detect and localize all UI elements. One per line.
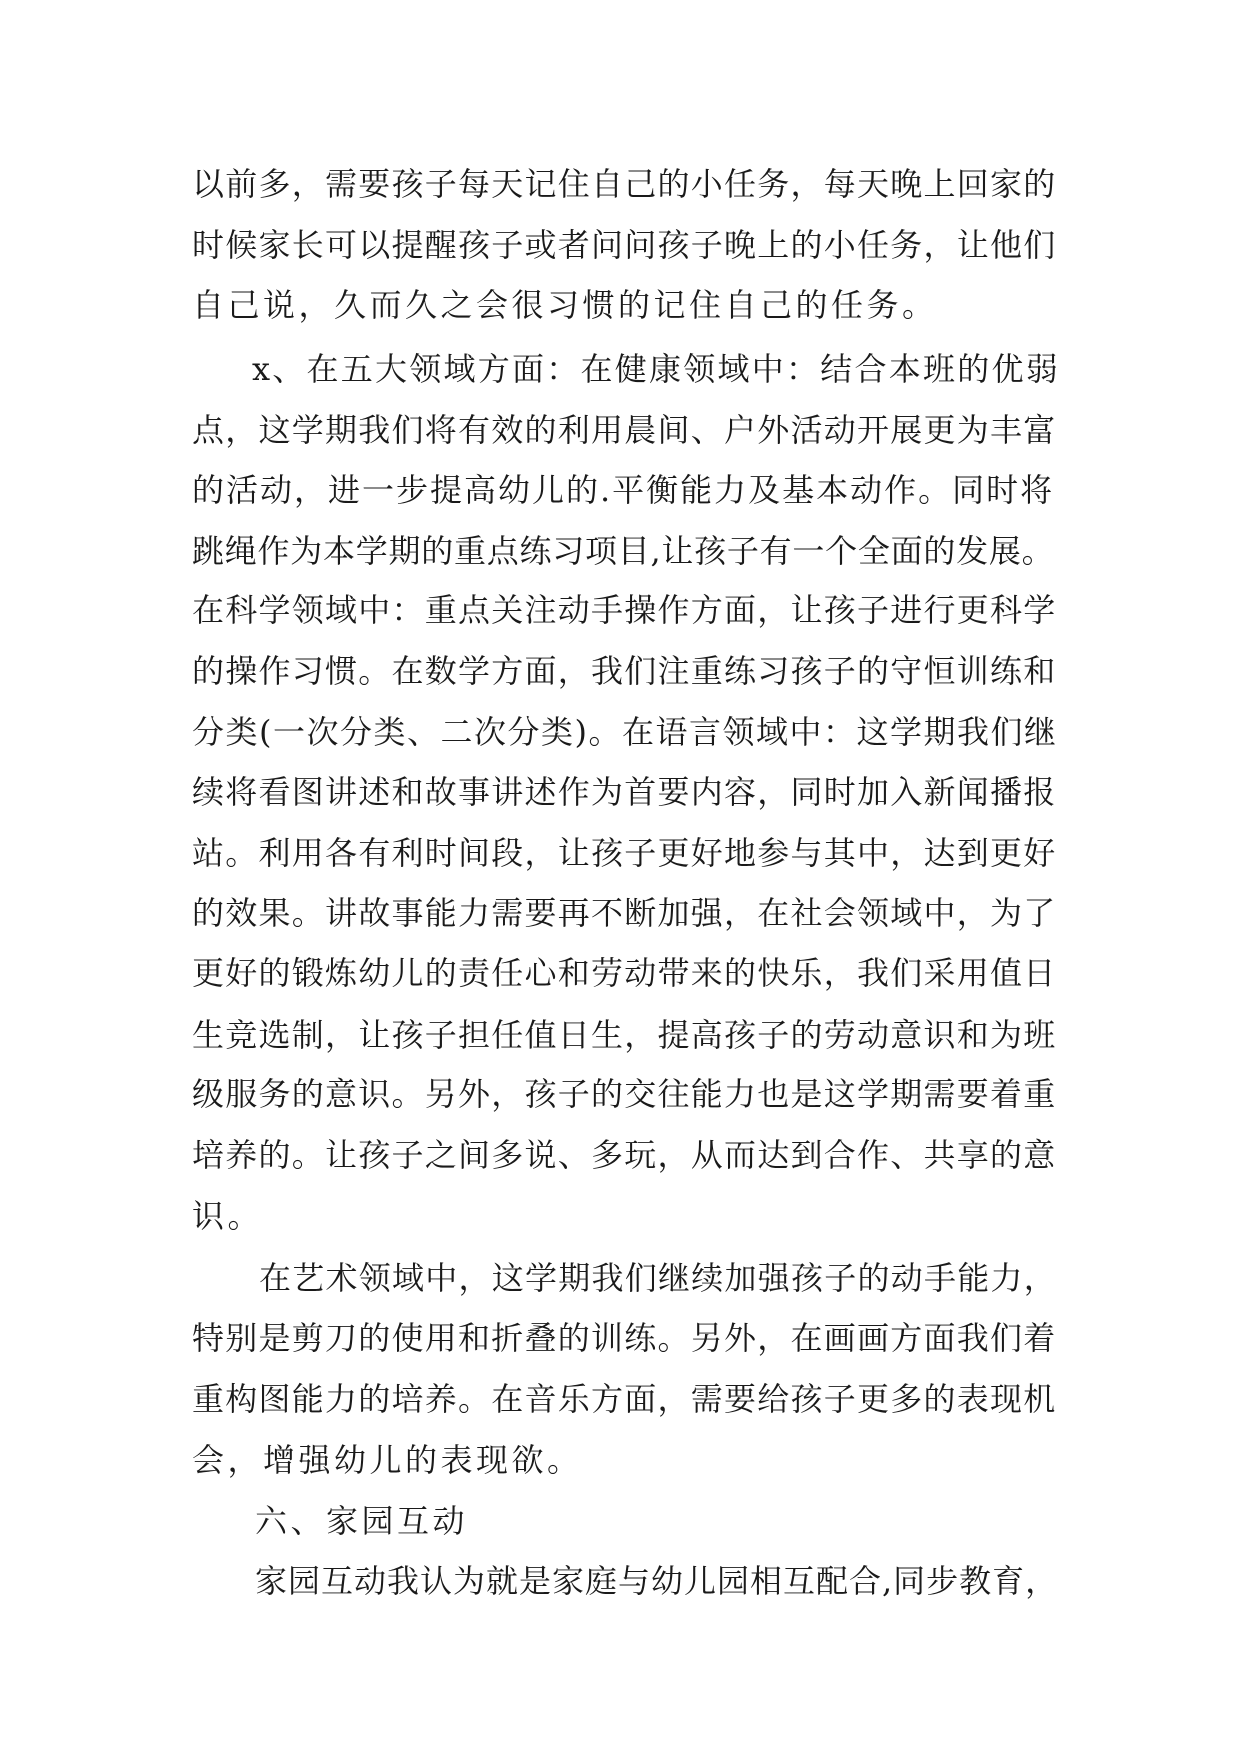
text-line: 续将看图讲述和故事讲述作为首要内容，同时加入新闻播报 (192, 773, 1057, 811)
section-heading: 六、家园互动 (255, 1502, 469, 1540)
text-line: 特别是剪刀的使用和折叠的训练。另外，在画画方面我们着 (192, 1319, 1057, 1357)
text-line: 分类(一次分类、二次分类)。在语言领域中：这学期我们继 (192, 713, 1058, 751)
text-line: 点，这学期我们将有效的利用晨间、户外活动开展更为丰富 (192, 411, 1057, 449)
text-line: 更好的锻炼幼儿的责任心和劳动带来的快乐，我们采用值日 (192, 954, 1057, 992)
text-line: 重构图能力的培养。在音乐方面，需要给孩子更多的表现机 (192, 1380, 1057, 1418)
text-line: 家园互动我认为就是家庭与幼儿园相互配合,同步教育， (255, 1562, 1059, 1600)
text-line: 级服务的意识。另外，孩子的交往能力也是这学期需要着重 (192, 1075, 1057, 1113)
text-line: 的活动，进一步提高幼儿的.平衡能力及基本动作。同时将 (192, 471, 1055, 509)
text-line: 会，增强幼儿的表现欲。 (192, 1441, 583, 1479)
text-line: 以前多，需要孩子每天记住自己的小任务，每天晚上回家的 (192, 165, 1057, 203)
text-line: 的操作习惯。在数学方面，我们注重练习孩子的守恒训练和 (192, 652, 1057, 690)
text-line: 在科学领域中：重点关注动手操作方面，让孩子进行更科学 (192, 591, 1057, 629)
text-line: 时候家长可以提醒孩子或者问问孩子晚上的小任务，让他们 (192, 226, 1057, 264)
text-line: 生竞选制，让孩子担任值日生，提高孩子的劳动意识和为班 (192, 1016, 1057, 1054)
text-line: x、在五大领域方面：在健康领域中：结合本班的优弱 (252, 350, 1061, 388)
text-line: 在艺术领域中，这学期我们继续加强孩子的动手能力， (259, 1259, 1058, 1297)
text-line: 识。 (192, 1197, 264, 1235)
text-line: 站。利用各有利时间段，让孩子更好地参与其中，达到更好 (192, 834, 1057, 872)
text-line: 的效果。讲故事能力需要再不断加强，在社会领域中，为了 (192, 894, 1057, 932)
text-line: 跳绳作为本学期的重点练习项目,让孩子有一个全面的发展。 (192, 532, 1055, 570)
text-line: 自己说，久而久之会很习惯的记住自己的任务。 (192, 286, 938, 324)
text-line: 培养的。让孩子之间多说、多玩，从而达到合作、共享的意 (192, 1136, 1057, 1174)
